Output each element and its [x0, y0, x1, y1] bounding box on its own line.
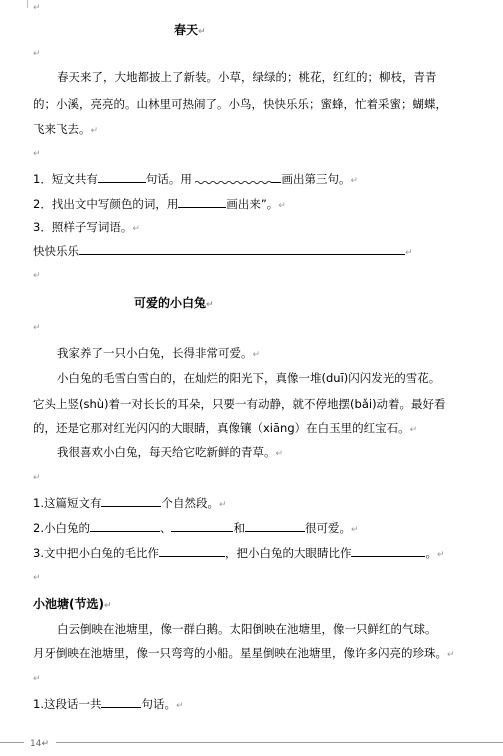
answer-blank[interactable] — [178, 197, 226, 208]
answer-blank[interactable] — [171, 521, 233, 532]
passage-title-spring: 春天↵ — [174, 23, 206, 37]
pond-question-1: 1.这段话一共 句话。↵ — [33, 697, 184, 711]
spring-text-line-1: 春天来了，大地都披上了新装。小草，绿绿的；桃花，红红的；柳枝，青青 — [57, 70, 437, 84]
footer-rule-left — [0, 742, 24, 743]
paragraph-mark: ↵ — [33, 49, 41, 59]
rabbit-question-2: 2.小白兔的 、 和 很可爱。↵ — [33, 521, 359, 535]
answer-blank[interactable] — [245, 521, 305, 532]
paragraph-mark: ↵ — [33, 473, 41, 483]
spring-question-1: 1．短文共有 句话。用 画出第三句。↵ — [33, 172, 359, 186]
rabbit-question-3: 3.文中把小白兔的毛比作 ，把小白兔的大眼睛比作 。↵ — [33, 546, 445, 560]
answer-blank[interactable] — [351, 546, 425, 557]
spring-question-4: 快快乐乐 ↵ — [33, 244, 413, 258]
answer-line[interactable] — [79, 244, 405, 255]
paragraph-mark: ↵ — [33, 323, 41, 333]
page-corner-mark — [27, 0, 28, 8]
spring-question-2: 2．找出文中写颜色的词，用 画出来”。↵ — [33, 197, 286, 211]
answer-blank[interactable] — [90, 521, 160, 532]
pond-text-line-1: 白云倒映在池塘里，像一群白鹅。太阳倒映在池塘里，像一只鲜红的气球。 — [57, 622, 437, 636]
footer-rule-right — [56, 742, 503, 743]
paragraph-mark: ↵ — [33, 149, 41, 159]
rabbit-question-1: 1.这篇短文有 个自然段。↵ — [33, 496, 227, 510]
paragraph-mark: ↵ — [33, 3, 41, 13]
page-number: 14↵ — [30, 739, 49, 749]
rabbit-text-line-3: 的，还是它那对红光闪闪的大眼睛，真像镶（xiāng）在白玉里的红宝石。↵ — [33, 421, 418, 435]
wavy-underline-sample — [195, 173, 271, 183]
answer-blank[interactable] — [271, 172, 281, 183]
paragraph-mark: ↵ — [33, 573, 41, 583]
rabbit-text-para-3: 我很喜欢小白兔，每天给它吃新鲜的青草。↵ — [57, 445, 284, 459]
rabbit-text-line-2: 它头上竖(shù)着一对长长的耳朵，只要一有动静，就不停地摆(bǎi)动着。最好看 — [33, 397, 446, 411]
answer-blank[interactable] — [98, 172, 146, 183]
spring-text-line-2: 的；小溪，亮亮的。山林里可热闹了。小鸟，快快乐乐；蜜蜂，忙着采蜜；蝴蝶， — [33, 97, 447, 111]
pond-text-line-2: 月牙倒映在池塘里，像一只弯弯的小船。星星倒映在池塘里，像许多闪亮的珍珠。↵ — [33, 646, 455, 660]
paragraph-mark: ↵ — [33, 271, 41, 281]
rabbit-text-para-1: 我家养了一只小白兔，长得非常可爱。↵ — [57, 346, 261, 360]
passage-title-white-rabbit: 可爱的小白兔↵ — [134, 296, 214, 310]
passage-title-pond: 小池塘(节选)↵ — [33, 597, 112, 611]
answer-blank[interactable] — [101, 496, 161, 507]
answer-blank[interactable] — [159, 546, 225, 557]
paragraph-mark: ↵ — [33, 674, 41, 684]
spring-text-line-3: 飞来飞去。↵ — [33, 122, 99, 136]
rabbit-text-line-1: 小白兔的毛雪白雪白的，在灿烂的阳光下，真像一堆(duī)闪闪发光的雪花。 — [57, 371, 441, 385]
spring-question-3: 3．照样子写词语。↵ — [33, 220, 140, 234]
answer-blank[interactable] — [101, 697, 141, 708]
